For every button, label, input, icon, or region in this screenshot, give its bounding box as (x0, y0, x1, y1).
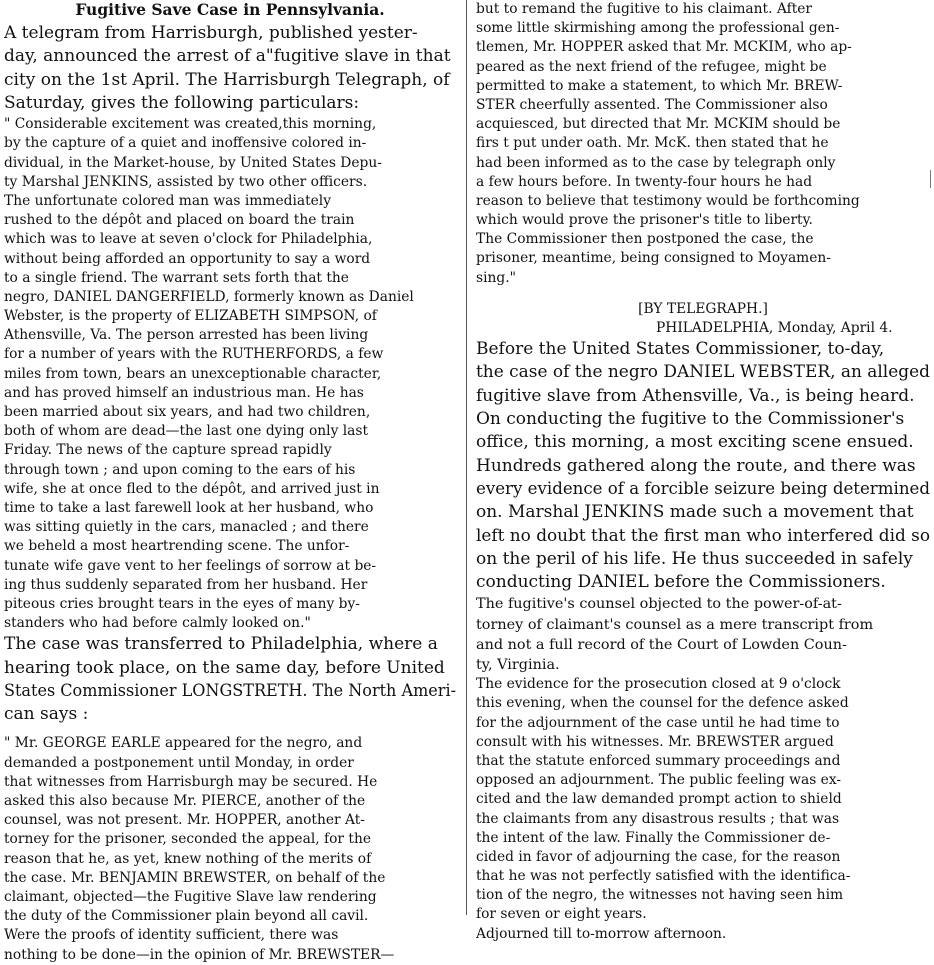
text-line: sing." (476, 269, 516, 286)
column-divider (466, 0, 467, 915)
text-line: tion of the negro, the witnesses not having seen him (476, 887, 844, 904)
quote-paragraph-1 (4, 115, 456, 633)
text-line: had been informed as to the case by telegraph only (476, 154, 836, 171)
text-line: to a single friend. The warrant sets forth that the (4, 269, 349, 286)
text-line: Friday. The news of the capture spread rapidly (4, 442, 332, 459)
final-line: Adjourned till to-morrow afternoon. (476, 925, 727, 942)
text-line: by the capture of a quiet and inoffensive colored in- (4, 135, 367, 152)
text-line: miles from town, bears an unexceptionable character, (4, 365, 382, 382)
text-line: claimant, objected—the Fugitive Slave law rendering (4, 888, 377, 905)
text-line: Webster, is the property of ELIZABETH SIMPSON, of (4, 308, 377, 325)
text-line: permitted to make a statement, to which Mr. BREW- (476, 77, 843, 94)
text-line: acquiesced, but directed that Mr. MCKIM should be (476, 116, 841, 133)
text-line: The Commissioner then postponed the case, the (476, 231, 814, 248)
text-line: without being afforded an opportunity to say a word (4, 250, 371, 267)
right-column (476, 0, 930, 944)
text-line: can says : (4, 704, 89, 725)
text-line: consult with his witnesses. Mr. BREWSTER argued (476, 733, 834, 750)
text-line: tunate wife gave vent to her feelings of sorrow at be- (4, 557, 377, 574)
text-line: States Commissioner LONGSTRETH. The North Ameri- (4, 680, 456, 701)
text-line: On conducting the fugitive to the Commissioner's (476, 409, 905, 430)
text-line: ing thus suddenly separated from her husband. Her (4, 576, 368, 593)
text-line: standers who had before calmly looked on." (4, 615, 311, 632)
paragraph-gap (4, 726, 456, 734)
text-line: the case of the negro DANIEL WEBSTER, an alleged (476, 362, 930, 383)
text-line: The evidence for the prosecution closed at 9 o'clock (476, 676, 841, 693)
margin-mark (930, 170, 931, 188)
text-line: torney of claimant's counsel as a mere transcript from (476, 616, 874, 633)
text-line: wife, she at once fled to the dépôt, and arrived just in (4, 480, 380, 497)
text-line: The case was transferred to Philadelphia, where a (4, 634, 438, 655)
text-line: demanded a postponement until Monday, in order (4, 754, 354, 771)
text-line: fugitive slave from Athensville, Va., is being heard. (476, 385, 915, 406)
headline: Fugitive Save Case in Pennsylvania. (75, 0, 385, 19)
text-line: and not a full record of the Court of Lowden Coun- (476, 636, 847, 653)
text-line: that he was not perfectly satisfied with the identifica- (476, 868, 851, 885)
objection-paragraph (476, 594, 930, 675)
text-line: we beheld a most heartrending scene. The unfor- (4, 538, 350, 555)
text-line: The fugitive's counsel objected to the power-of-at- (476, 596, 842, 613)
text-line: reason that he, as yet, knew nothing of the merits of (4, 850, 372, 867)
text-line: through town ; and upon coming to the ears of his (4, 461, 356, 478)
text-line: time to take a last farewell look at her husband, who (4, 499, 374, 516)
text-line: counsel, was not present. Mr. HOPPER, another At- (4, 812, 365, 829)
text-line: asked this also because Mr. PIERCE, another of the (4, 793, 366, 809)
text-line: that witnesses from Harrisburgh may be secured. He (4, 773, 378, 790)
text-line: prisoner, meantime, being consigned to Moyamen- (476, 250, 831, 267)
text-line: cided in favor of adjourning the case, for the reason (476, 848, 841, 865)
text-line: dividual, in the Market-house, by United States Depu- (4, 154, 382, 171)
report-paragraph (476, 338, 930, 594)
text-line: firs t put under oath. Mr. McK. then stated that he (476, 135, 829, 152)
text-line: the case. Mr. BENJAMIN BREWSTER, on behalf of the (4, 869, 386, 886)
text-line: ty Marshal JENKINS, assisted by two other officers. (4, 173, 368, 190)
transfer-paragraph (4, 633, 456, 726)
text-line: some little skirmishing among the professional gen- (476, 20, 840, 37)
text-line: tlemen, Mr. HOPPER asked that Mr. MCKIM, who ap- (476, 39, 852, 56)
text-line: the duty of the Commissioner plain beyond all cavil. (4, 908, 369, 925)
text-line: every evidence of a forcible seizure being determined (476, 478, 930, 499)
text-line: that the statute enforced summary proceedings and (476, 752, 841, 769)
text-line: and has proved himself an industrious man. He has (4, 384, 364, 401)
intro-paragraph (4, 22, 456, 115)
text-line: The unfortunate colored man was immediately (4, 192, 331, 209)
text-line: the intent of the law. Finally the Commissioner de- (476, 829, 831, 846)
text-line: this evening, when the counsel for the defence asked (476, 695, 849, 712)
text-line: Were the proofs of identity sufficient, there was (4, 927, 339, 944)
continuation-paragraph (476, 0, 930, 288)
text-line: cited and the law demanded prompt action to shield (476, 791, 842, 808)
text-line: torney for the prisoner, seconded the appeal, for the (4, 831, 371, 848)
text-line: left no doubt that the first man who interfered did so (476, 525, 930, 546)
text-line: the claimants from any disastrous results ; that was (476, 810, 840, 827)
text-line: but to remand the fugitive to his claimant. After (476, 1, 812, 17)
text-line: negro, DANIEL DANGERFIELD, formerly known as Daniel (4, 288, 414, 305)
text-line: reason to believe that testimony would be forthcoming (476, 192, 860, 209)
text-line: city on the 1st April. The Harrisburgh Telegraph, of (4, 69, 450, 90)
text-line: ty, Virginia. (476, 657, 560, 674)
text-line: " Considerable excitement was created,this morning, (4, 116, 377, 133)
text-line: " Mr. GEORGE EARLE appeared for the negro, and (4, 735, 363, 752)
text-line: conducting DANIEL before the Commissioners. (476, 572, 886, 593)
text-line: Saturday, gives the following particulars: (4, 92, 360, 113)
text-line: on. Marshal JENKINS made such a movement that (476, 502, 914, 523)
text-line: Before the United States Commissioner, to-day, (476, 339, 885, 360)
text-line: for the adjournment of the case until he had time to (476, 714, 840, 731)
left-column (4, 0, 456, 965)
quote-paragraph-2 (4, 734, 456, 964)
text-line: hearing took place, on the same day, before United (4, 657, 445, 678)
text-line: a few hours before. In twenty-four hours he had (476, 173, 813, 190)
text-line: peared as the next friend of the refugee, might be (476, 58, 827, 75)
text-line: on the peril of his life. He thus succeeded in safely (476, 548, 913, 569)
text-line: which was to leave at seven o'clock for Philadelphia, (4, 231, 373, 248)
text-line: been married about six years, and had two children, (4, 404, 371, 420)
text-line: opposed an adjournment. The public feeling was ex- (476, 772, 842, 789)
text-line: Hundreds gathered along the route, and there was (476, 455, 916, 476)
text-line: office, this morning, a most exciting scene ensued. (476, 432, 914, 453)
text-line: both of whom are dead—the last one dying only last (4, 423, 369, 440)
telegraph-label: [BY TELEGRAPH.] (638, 300, 768, 317)
text-line: piteous cries brought tears in the eyes of many by- (4, 595, 360, 612)
text-line: STER cheerfully assented. The Commissioner also (476, 96, 828, 113)
section-gap (476, 288, 930, 300)
text-line: which would prove the prisoner's title to liberty. (476, 212, 813, 229)
text-line: for a number of years with the RUTHERFORDS, a few (4, 346, 384, 363)
text-line: day, announced the arrest of a"fugitive slave in that (4, 46, 451, 67)
text-line: A telegram from Harrisburgh, published yester- (4, 23, 418, 43)
closing-paragraph (476, 675, 930, 924)
text-line: nothing to be done—in the opinion of Mr. BREWSTER— (4, 946, 395, 963)
text-line: was sitting quietly in the cars, manacled ; and there (4, 519, 369, 536)
text-line: Athensville, Va. The person arrested has been living (4, 327, 369, 344)
text-line: for seven or eight years. (476, 906, 647, 923)
dateline: PHILADELPHIA, Monday, April 4. (656, 320, 893, 336)
text-line: rushed to the dépôt and placed on board the train (4, 212, 355, 229)
